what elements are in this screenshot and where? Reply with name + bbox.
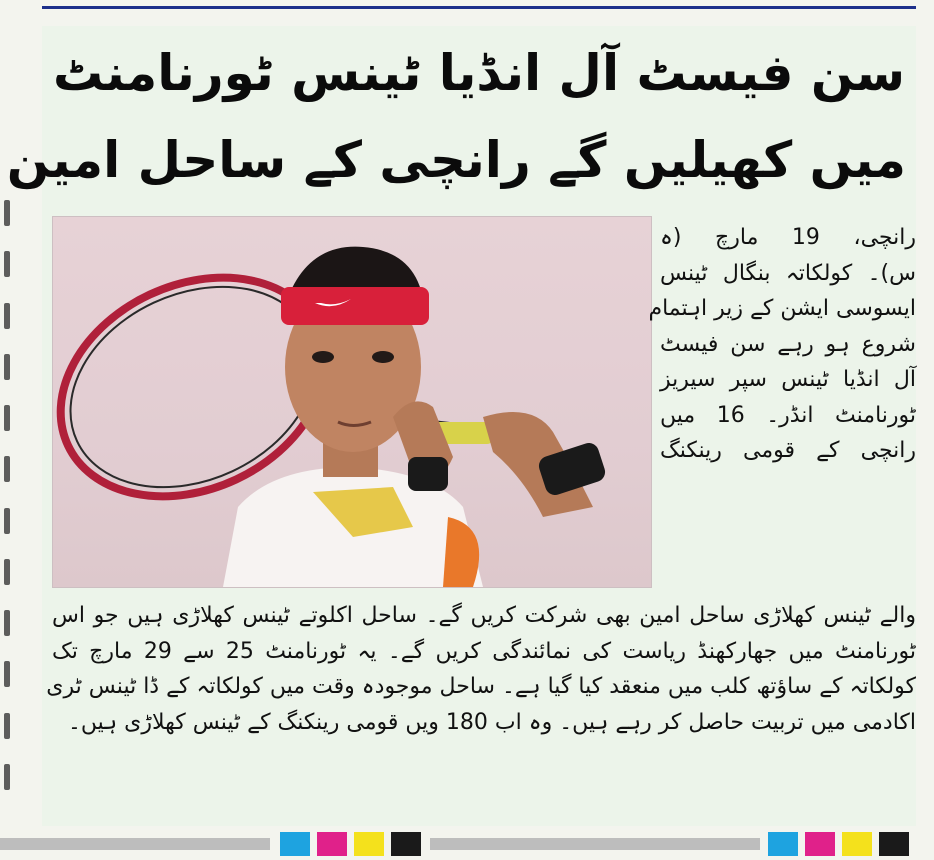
wristband-left xyxy=(408,457,448,491)
body-line: ٹورنامنٹ میں جھارکھنڈ ریاست کی نمائندگی کریں گے۔ یہ ٹورنامنٹ 25 سے 29 مارچ تک xyxy=(52,638,916,664)
page-top-rule xyxy=(42,0,916,9)
cyan-swatch xyxy=(280,832,310,856)
body-line: ٹورنامنٹ انڈر۔ 16 میں xyxy=(660,402,917,428)
body-line: اکادمی میں تربیت حاصل کر رہے ہیں۔ وہ اب 180 ویں قومی رینکنگ کے ٹینس کھلاڑی ہیں۔ xyxy=(68,709,916,735)
shirt-sleeve xyxy=(443,517,479,587)
left-eye xyxy=(312,351,334,363)
yellow-swatch xyxy=(354,832,384,856)
body-line: کولکاتہ کے ساؤتھ کلب میں منعقد کیا گیا ہے۔ ساحل موجودہ وقت میں کولکاتہ کے ڈا ٹینس ٹری xyxy=(46,674,916,699)
gray-strip-left xyxy=(0,838,270,850)
body-line: رانچی، 19 مارچ (ہ xyxy=(660,225,916,250)
body-line: رانچی کے قومی رینکنگ xyxy=(660,438,916,463)
news-article xyxy=(6,26,917,826)
headline-line-1: سن فیسٹ آل انڈیا ٹینس ٹورنامنٹ xyxy=(52,44,906,102)
tennis-player-photo xyxy=(52,216,652,588)
body-line: شروع ہو رہے سن فیسٹ xyxy=(660,331,916,357)
gray-strip-middle xyxy=(430,838,760,850)
magenta-swatch xyxy=(805,832,835,856)
black-swatch xyxy=(391,832,421,856)
black-swatch xyxy=(879,832,909,856)
adjacent-column-edge xyxy=(0,200,14,790)
player-illustration xyxy=(53,217,651,587)
body-line: س)۔ کولکاتہ بنگال ٹینس xyxy=(660,260,916,286)
body-line: آل انڈیا ٹینس سپر سیریز xyxy=(660,367,916,392)
yellow-swatch xyxy=(842,832,872,856)
print-color-bar xyxy=(0,832,934,858)
cyan-swatch xyxy=(768,832,798,856)
body-line: والے ٹینس کھلاڑی ساحل امین بھی شرکت کریں گے۔ ساحل اکلوتے ٹینس کھلاڑی ہیں جو اس xyxy=(52,603,916,628)
headband xyxy=(281,287,429,325)
body-column-beside-photo xyxy=(648,220,917,469)
body-line: ایسوسی ایشن کے زیر اہتمام xyxy=(648,296,916,321)
right-eye xyxy=(372,351,394,363)
body-full-width xyxy=(46,598,916,740)
magenta-swatch xyxy=(317,832,347,856)
headline-line-2: میں کھیلیں گے رانچی کے ساحل امین xyxy=(6,131,906,189)
